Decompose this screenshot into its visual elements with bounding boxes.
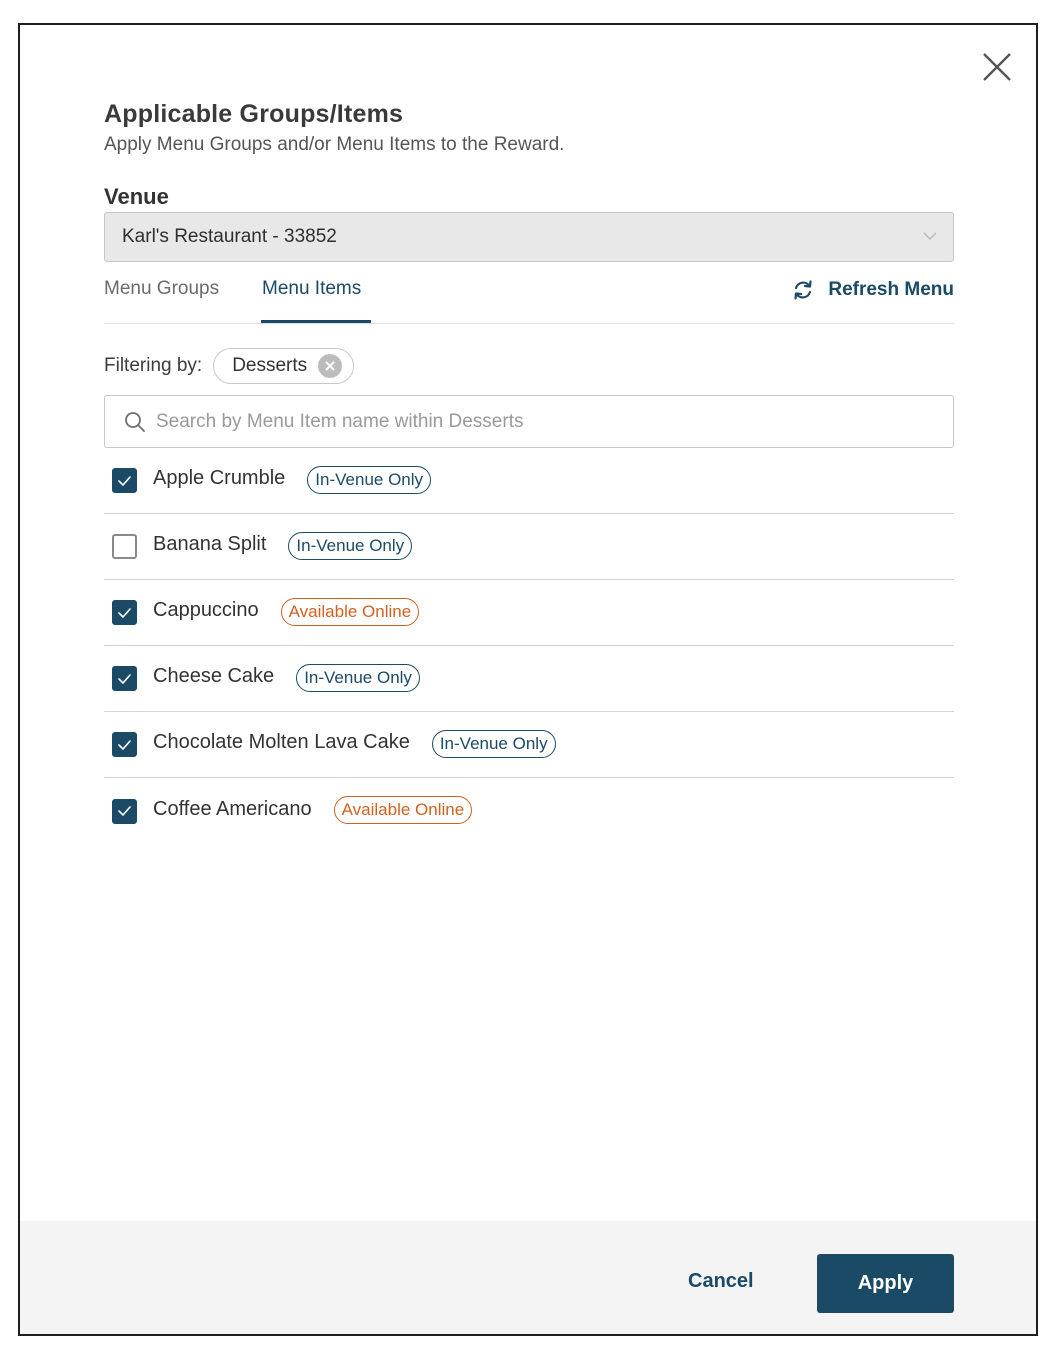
active-tab-indicator — [261, 320, 371, 323]
check-icon — [117, 673, 132, 685]
modal-dialog — [18, 23, 1038, 1336]
availability-badge: In-Venue Only — [288, 532, 412, 560]
venue-select[interactable] — [104, 212, 954, 262]
list-item — [104, 646, 954, 712]
list-item — [104, 514, 954, 580]
refresh-menu-button[interactable] — [792, 279, 954, 301]
refresh-icon — [792, 279, 814, 301]
list-item — [104, 580, 954, 646]
list-item — [104, 712, 954, 778]
cancel-button[interactable]: Cancel — [688, 1270, 754, 1292]
check-icon — [117, 475, 132, 487]
apply-button[interactable]: Apply — [817, 1254, 954, 1313]
list-item — [104, 778, 954, 844]
check-icon — [117, 607, 132, 619]
item-checkbox[interactable] — [112, 534, 137, 559]
modal-footer — [20, 1221, 1036, 1334]
venue-select-value: Karl's Restaurant - 33852 — [122, 226, 337, 247]
chevron-down-icon — [923, 231, 937, 241]
item-checkbox[interactable] — [112, 799, 137, 824]
item-name: Banana Split — [153, 533, 267, 555]
close-icon[interactable] — [982, 52, 1012, 82]
remove-filter-icon[interactable] — [318, 354, 342, 378]
item-checkbox[interactable] — [112, 666, 137, 691]
availability-badge: In-Venue Only — [307, 466, 431, 494]
availability-badge: In-Venue Only — [296, 664, 420, 692]
item-name: Cheese Cake — [153, 665, 275, 687]
modal-subtitle: Apply Menu Groups and/or Menu Items to the Reward. — [104, 134, 565, 155]
refresh-menu-label: Refresh Menu — [828, 279, 954, 300]
search-icon — [124, 411, 146, 433]
filter-chip-label: Desserts — [232, 355, 308, 376]
item-name: Chocolate Molten Lava Cake — [153, 731, 410, 753]
availability-badge: In-Venue Only — [432, 730, 556, 758]
filter-chip — [213, 348, 354, 384]
availability-badge: Available Online — [281, 598, 420, 626]
tab-menu-groups[interactable]: Menu Groups — [104, 278, 220, 299]
item-checkbox[interactable] — [112, 732, 137, 757]
filter-row — [104, 347, 354, 385]
item-name: Cappuccino — [153, 599, 259, 621]
filter-label: Filtering by: — [104, 355, 203, 376]
check-icon — [117, 805, 132, 817]
availability-badge: Available Online — [334, 796, 473, 824]
item-checkbox[interactable] — [112, 600, 137, 625]
check-icon — [117, 739, 132, 751]
item-name: Apple Crumble — [153, 467, 286, 489]
menu-item-list — [104, 448, 954, 844]
search-input[interactable] — [156, 411, 936, 433]
tab-bar — [104, 271, 954, 324]
item-checkbox[interactable] — [112, 468, 137, 493]
list-item — [104, 448, 954, 514]
item-name: Coffee Americano — [153, 797, 312, 820]
venue-label: Venue — [104, 184, 169, 209]
search-field — [104, 395, 954, 448]
modal-title: Applicable Groups/Items — [104, 100, 404, 128]
tab-menu-items[interactable]: Menu Items — [262, 278, 362, 299]
